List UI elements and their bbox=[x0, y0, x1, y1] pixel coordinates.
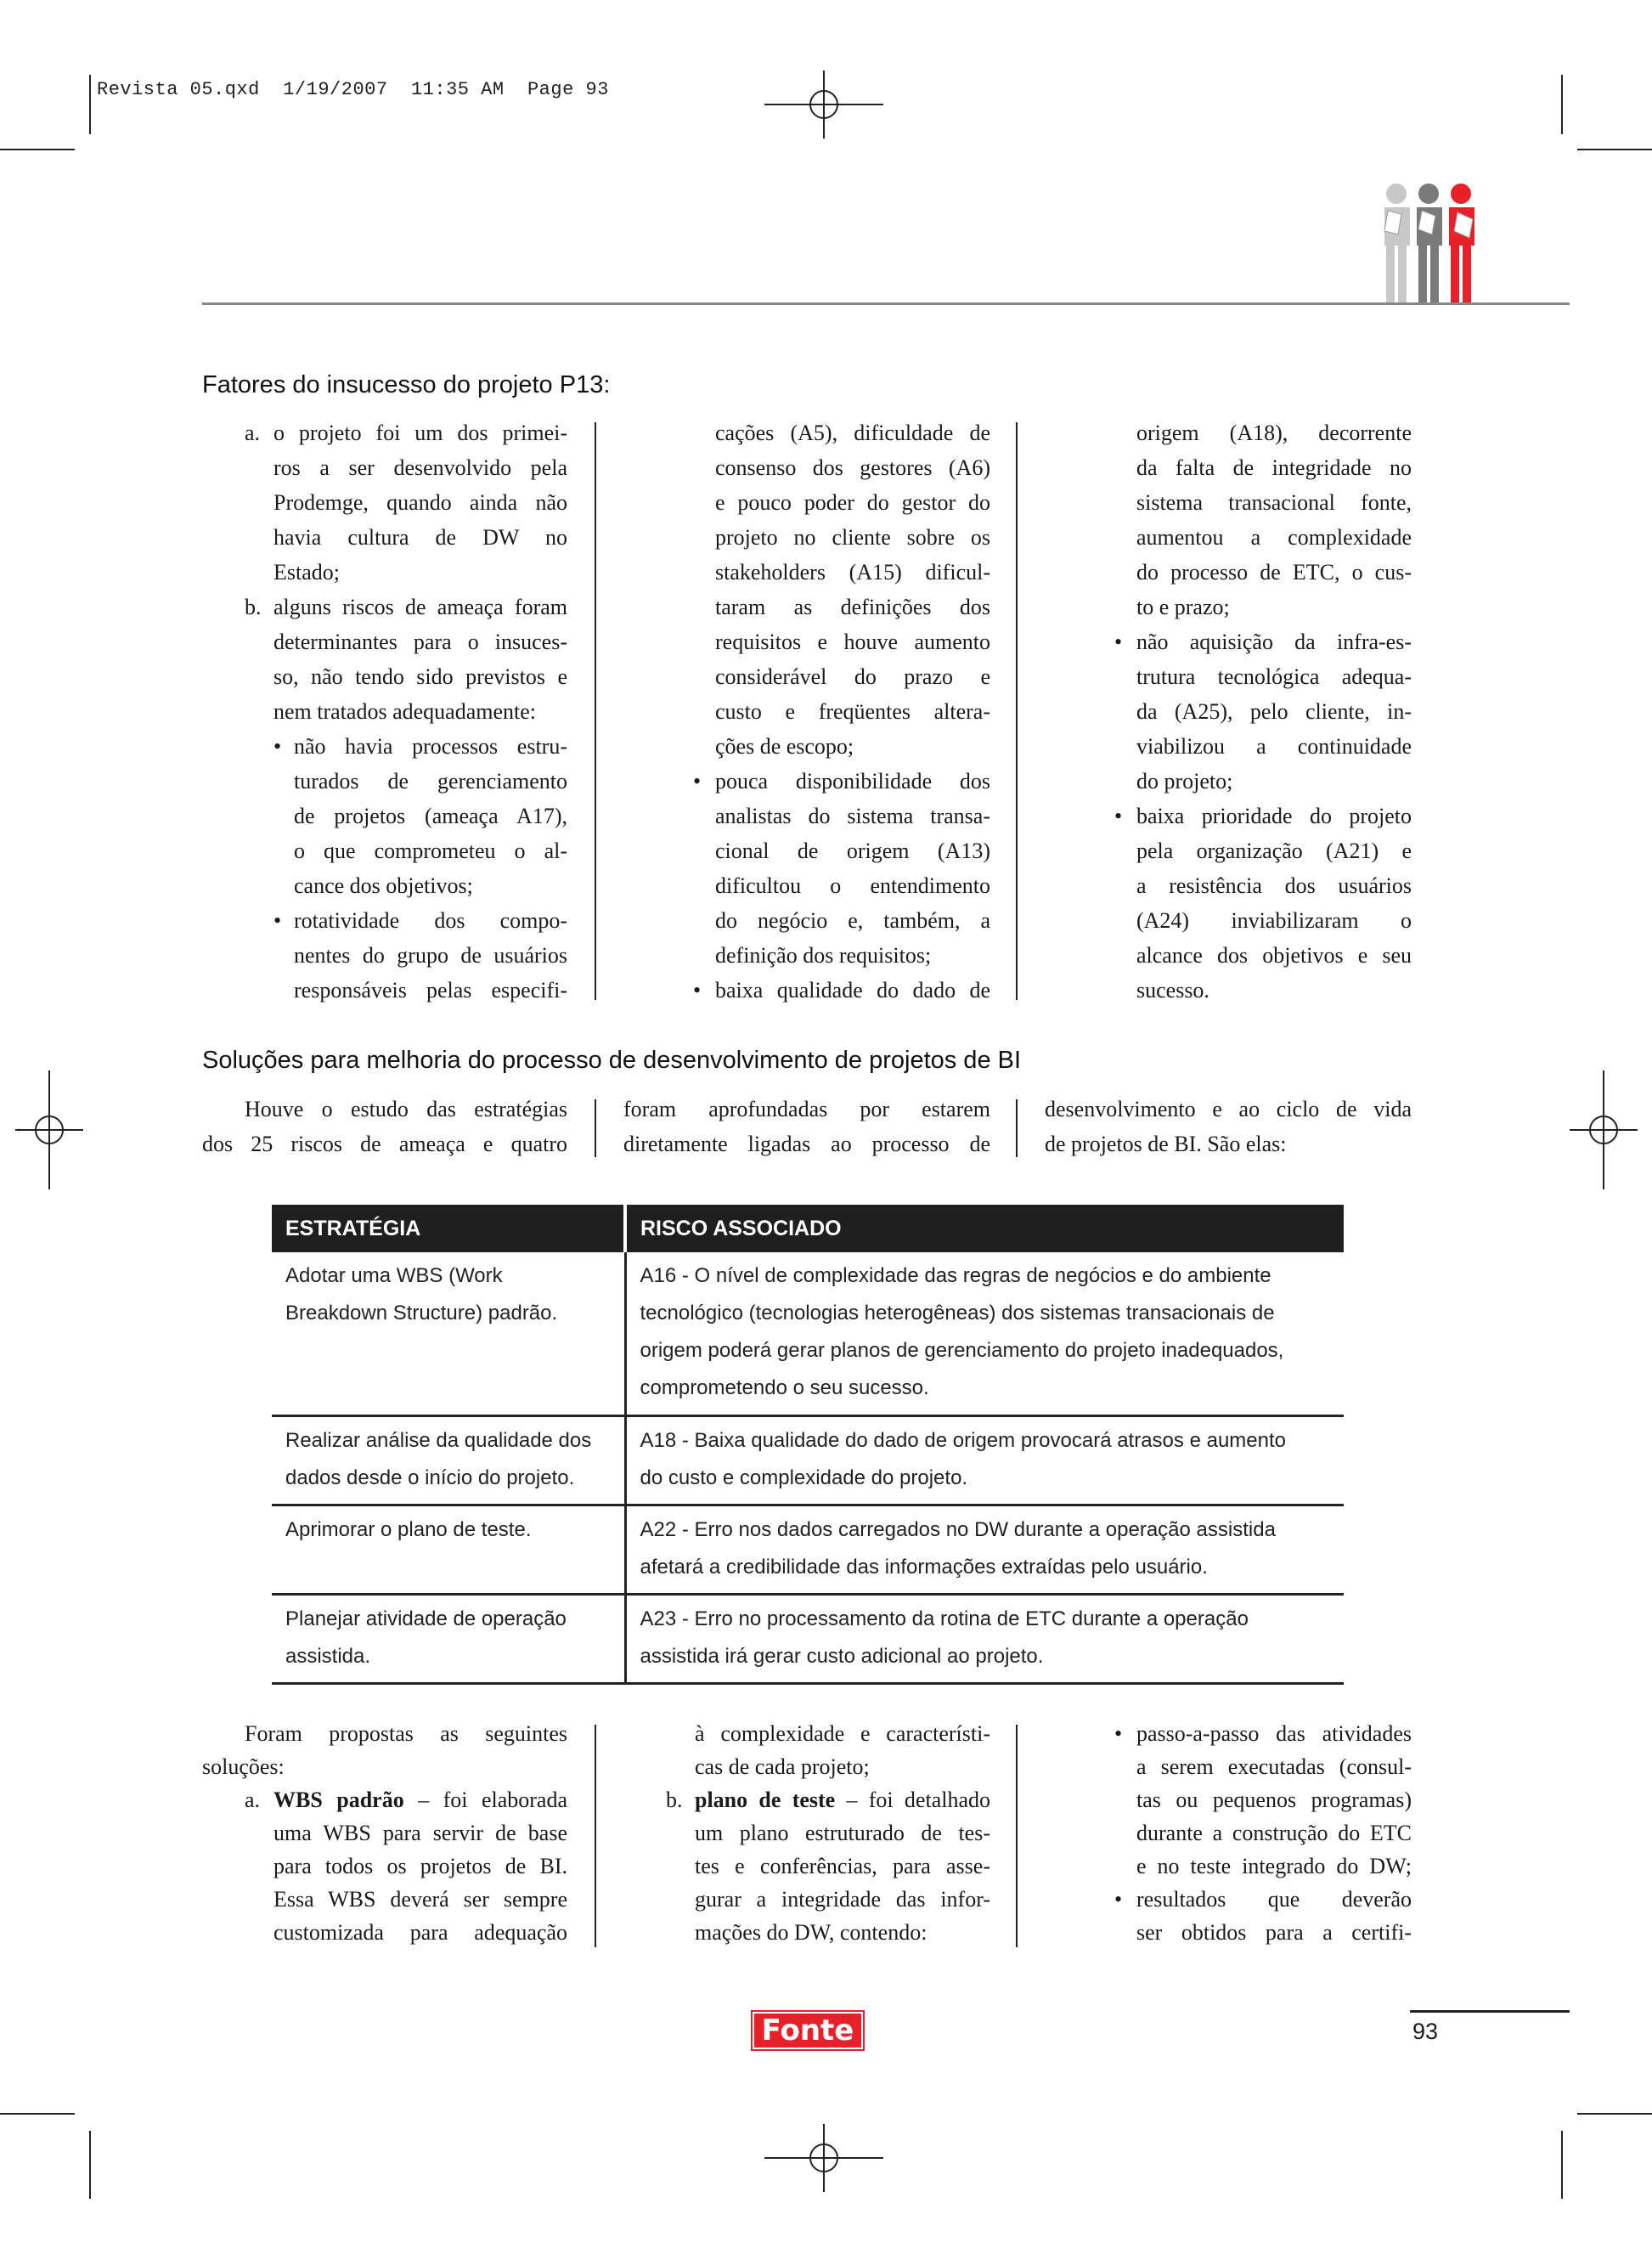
text-line: projeto no cliente sobre os bbox=[715, 525, 990, 550]
cell-line: Aprimorar o plano de teste. bbox=[285, 1517, 532, 1541]
text-line: tas ou pequenos programas) bbox=[1136, 1788, 1412, 1812]
text-line: to e prazo; bbox=[1136, 595, 1230, 619]
cell-line: A16 - O nível de complexidade das regras de negócios e do ambiente bbox=[640, 1264, 1271, 1287]
page-number: 93 bbox=[1412, 2019, 1439, 2044]
text-line: cional de origem (A13) bbox=[715, 839, 990, 863]
text-line: consenso dos gestores (A6) bbox=[715, 455, 990, 480]
text-line: de projetos de BI. São elas: bbox=[1045, 1132, 1287, 1156]
cell-line: assistida irá gerar custo adicional ao projeto. bbox=[640, 1644, 1044, 1668]
text-line: da falta de integridade no bbox=[1136, 455, 1412, 480]
header-rule bbox=[202, 302, 1570, 305]
text-line: um plano estruturado de tes- bbox=[695, 1821, 990, 1845]
bold-term: WBS padrão bbox=[273, 1788, 404, 1812]
cell-line: dados desde o início do projeto. bbox=[285, 1466, 575, 1489]
strategy-cell bbox=[272, 1252, 625, 1415]
text-line: desenvolvimento e ao ciclo de vida bbox=[1045, 1097, 1412, 1121]
text-line: o que comprometeu o al- bbox=[294, 839, 567, 863]
crop-mark bbox=[1561, 2131, 1563, 2199]
text-line: aumentou a complexidade bbox=[1136, 525, 1412, 550]
risk-cell bbox=[625, 1252, 1344, 1415]
text-line: ser obtidos para a certifi- bbox=[1136, 1920, 1412, 1945]
text-line: determinantes para o insuces- bbox=[273, 630, 567, 654]
registration-mark-bottom bbox=[764, 2124, 883, 2192]
column-divider bbox=[595, 1099, 596, 1157]
text-line: turados de gerenciamento bbox=[294, 769, 567, 794]
text-line: passo-a-passo das atividades bbox=[1136, 1721, 1412, 1746]
text-line: Prodemge, quando ainda não bbox=[273, 490, 567, 515]
text-line: não aquisição da infra-es- bbox=[1136, 630, 1412, 654]
cell-line: tecnológico (tecnologias heterogêneas) dos sistemas transacionais de bbox=[640, 1302, 1275, 1325]
text-line: Estado; bbox=[273, 560, 340, 585]
crop-mark bbox=[1561, 75, 1563, 134]
registration-mark-top bbox=[764, 71, 883, 138]
text-line: Houve o estudo das estratégias bbox=[245, 1097, 567, 1121]
text-line bbox=[695, 1783, 990, 1816]
text-line: origem (A18), decorrente bbox=[1136, 421, 1412, 445]
cell-line: do custo e complexidade do projeto. bbox=[640, 1466, 968, 1489]
text-line: ções de escopo; bbox=[715, 734, 854, 759]
crop-mark bbox=[1577, 2113, 1652, 2115]
text-line: durante a construção do ETC bbox=[1136, 1821, 1412, 1845]
text-line: tes e conferências, para asse- bbox=[695, 1854, 990, 1878]
text-line: alcance dos objetivos e seu bbox=[1136, 943, 1412, 968]
text-line: pouca disponibilidade dos bbox=[715, 769, 990, 794]
cell-line: A23 - Erro no processamento da rotina de ETC durante a operação bbox=[640, 1607, 1249, 1630]
text-line: à complexidade e característi- bbox=[695, 1721, 990, 1746]
crop-mark bbox=[0, 2113, 75, 2115]
table-row bbox=[272, 1505, 1344, 1594]
text-line: custo e freqüentes altera- bbox=[715, 699, 990, 724]
text-line: não havia processos estru- bbox=[294, 734, 567, 759]
text-line: de projetos (ameaça A17), bbox=[294, 804, 567, 828]
text-line: a serem executadas (consul- bbox=[1136, 1754, 1412, 1779]
text-line: definição dos requisitos; bbox=[715, 943, 932, 968]
text-line: nem tratados adequadamente: bbox=[273, 699, 536, 724]
text-line: alguns riscos de ameaça foram bbox=[273, 595, 567, 619]
text-line: uma WBS para servir de base bbox=[273, 1821, 567, 1845]
text-line: taram as definições dos bbox=[715, 595, 990, 619]
crop-mark bbox=[1577, 149, 1652, 150]
bullet: • bbox=[1114, 1721, 1123, 1746]
text-span: – foi detalhado bbox=[835, 1788, 990, 1812]
text-line: baixa qualidade do dado de bbox=[715, 978, 990, 1003]
bullet: • bbox=[273, 908, 282, 933]
bullet: • bbox=[693, 769, 702, 794]
crop-mark bbox=[89, 2131, 91, 2199]
text-line: considerável do prazo e bbox=[715, 664, 990, 689]
cell-line: Realizar análise da qualidade dos bbox=[285, 1428, 592, 1452]
list-label: b. bbox=[245, 595, 262, 619]
bullet: • bbox=[273, 734, 282, 759]
text-line: do processo de ETC, o cus- bbox=[1136, 560, 1412, 585]
column-1 bbox=[202, 1092, 567, 1161]
print-slug: Revista 05.qxd 1/19/2007 11:35 AM Page 93 bbox=[97, 79, 609, 100]
cell-line: A22 - Erro nos dados carregados no DW durante a operação assistida bbox=[640, 1517, 1276, 1541]
text-line: (A24) inviabilizaram o bbox=[1136, 908, 1412, 933]
registration-mark-right bbox=[1570, 1070, 1638, 1189]
text-line: cance dos objetivos; bbox=[294, 873, 473, 898]
column-3 bbox=[1045, 1092, 1412, 1161]
column-divider bbox=[595, 422, 596, 1000]
cell-line: Breakdown Structure) padrão. bbox=[285, 1302, 558, 1325]
text-line: soluções: bbox=[202, 1754, 285, 1779]
text-line: da (A25), pelo cliente, in- bbox=[1136, 699, 1412, 724]
crop-mark bbox=[0, 149, 75, 150]
text-line: o projeto foi um dos primei- bbox=[273, 421, 567, 445]
text-line: pela organização (A21) e bbox=[1136, 839, 1412, 863]
text-line: trutura tecnológica adequa- bbox=[1136, 664, 1412, 689]
column-divider bbox=[595, 1725, 596, 1947]
text-span: – foi elaborada bbox=[403, 1788, 567, 1812]
risk-cell bbox=[625, 1505, 1344, 1594]
strategy-cell bbox=[272, 1594, 625, 1683]
text-line: responsáveis pelas especifi- bbox=[294, 978, 567, 1003]
strategy-cell bbox=[272, 1505, 625, 1594]
text-line: e no teste integrado do DW; bbox=[1136, 1854, 1412, 1878]
text-line: resultados que deverão bbox=[1136, 1887, 1412, 1912]
text-line: mações do DW, contendo: bbox=[695, 1920, 927, 1945]
column-divider bbox=[1016, 1725, 1018, 1947]
text-line: rotatividade dos compo- bbox=[294, 908, 567, 933]
item-a bbox=[273, 415, 567, 729]
column-1 bbox=[202, 1717, 567, 1945]
list-label: a. bbox=[245, 421, 261, 445]
text-line: dos 25 riscos de ameaça e quatro bbox=[202, 1132, 567, 1156]
risk-cell bbox=[625, 1594, 1344, 1683]
text-line: stakeholders (A15) dificul- bbox=[715, 560, 990, 585]
table-row bbox=[272, 1252, 1344, 1415]
text-line: diretamente ligadas ao processo de bbox=[623, 1132, 990, 1156]
text-line: cas de cada projeto; bbox=[695, 1754, 870, 1779]
bold-term: plano de teste bbox=[695, 1788, 836, 1812]
text-line: customizada para adequação bbox=[273, 1920, 567, 1945]
text-line: viabilizou a continuidade bbox=[1136, 734, 1412, 759]
text-line: foram aprofundadas por estarem bbox=[623, 1097, 990, 1121]
bullet: • bbox=[1114, 1887, 1123, 1912]
bullets-col1 bbox=[294, 729, 567, 1008]
list-label: a. bbox=[245, 1788, 261, 1812]
bullet: • bbox=[1114, 630, 1123, 654]
cell-line: assistida. bbox=[285, 1644, 371, 1668]
column-header-risk: RISCO ASSOCIADO bbox=[625, 1205, 1344, 1252]
text-line: analistas do sistema transa- bbox=[715, 804, 990, 828]
registration-mark-left bbox=[15, 1070, 83, 1189]
cell-line: Planejar atividade de operação bbox=[285, 1607, 567, 1630]
text-line: para todos os projetos de BI. bbox=[273, 1854, 567, 1878]
text-line: a resistência dos usuários bbox=[1136, 873, 1412, 898]
text-line: so, não tendo sido previstos e bbox=[273, 664, 567, 689]
column-2 bbox=[623, 1092, 990, 1161]
table-header-row bbox=[272, 1205, 1344, 1252]
column-divider bbox=[1016, 422, 1018, 1000]
text-line: e pouco poder do gestor do bbox=[715, 490, 990, 515]
text-line: requisitos e houve aumento bbox=[715, 630, 990, 654]
text-line: sistema transacional fonte, bbox=[1136, 490, 1412, 515]
crop-mark bbox=[89, 75, 91, 134]
column-divider bbox=[1016, 1099, 1018, 1157]
section-heading-fatores: Fatores do insucesso do projeto P13: bbox=[202, 371, 611, 398]
cell-line: A18 - Baixa qualidade do dado de origem provocará atrasos e aumento bbox=[640, 1428, 1286, 1452]
text-line: Essa WBS deverá ser sempre bbox=[273, 1887, 567, 1912]
text-line: baixa prioridade do projeto bbox=[1136, 804, 1412, 828]
text-line: sucesso. bbox=[1136, 978, 1209, 1003]
text-line: ros a ser desenvolvido pela bbox=[273, 455, 567, 480]
risk-cell bbox=[625, 1415, 1344, 1505]
bullet: • bbox=[693, 978, 702, 1003]
strategy-risk-table bbox=[272, 1205, 1344, 1685]
bullet: • bbox=[1114, 804, 1123, 828]
strategy-cell bbox=[272, 1415, 625, 1505]
cell-line: Adotar uma WBS (Work bbox=[285, 1264, 503, 1287]
cell-line: origem poderá gerar planos de gerenciamento do projeto inadequados, bbox=[640, 1339, 1284, 1362]
fonte-logo: Fonte bbox=[751, 2010, 865, 2051]
cell-line: comprometendo o seu sucesso. bbox=[640, 1376, 929, 1399]
column-header-strategy: ESTRATÉGIA bbox=[272, 1205, 625, 1252]
text-line: do negócio e, também, a bbox=[715, 908, 990, 933]
cell-line: afetará a credibilidade das informações extraídas pelo usuário. bbox=[640, 1555, 1208, 1579]
footer-rule bbox=[1410, 2010, 1570, 2013]
section-heading-solucoes: Soluções para melhoria do processo de desenvolvimento de projetos de BI bbox=[202, 1047, 1022, 1074]
text-line: dificultou o entendimento bbox=[715, 873, 990, 898]
list-label: b. bbox=[666, 1788, 683, 1812]
text-line: havia cultura de DW no bbox=[273, 525, 567, 550]
table-row bbox=[272, 1594, 1344, 1683]
table-row bbox=[272, 1415, 1344, 1505]
text-line: nentes do grupo de usuários bbox=[294, 943, 567, 968]
text-line: do projeto; bbox=[1136, 769, 1233, 794]
text-line: cações (A5), dificuldade de bbox=[715, 421, 990, 445]
text-line: gurar a integridade das infor- bbox=[695, 1887, 990, 1912]
text-line: Foram propostas as seguintes bbox=[245, 1721, 567, 1746]
text-line bbox=[273, 1783, 567, 1816]
people-logo-icon bbox=[1376, 182, 1503, 305]
